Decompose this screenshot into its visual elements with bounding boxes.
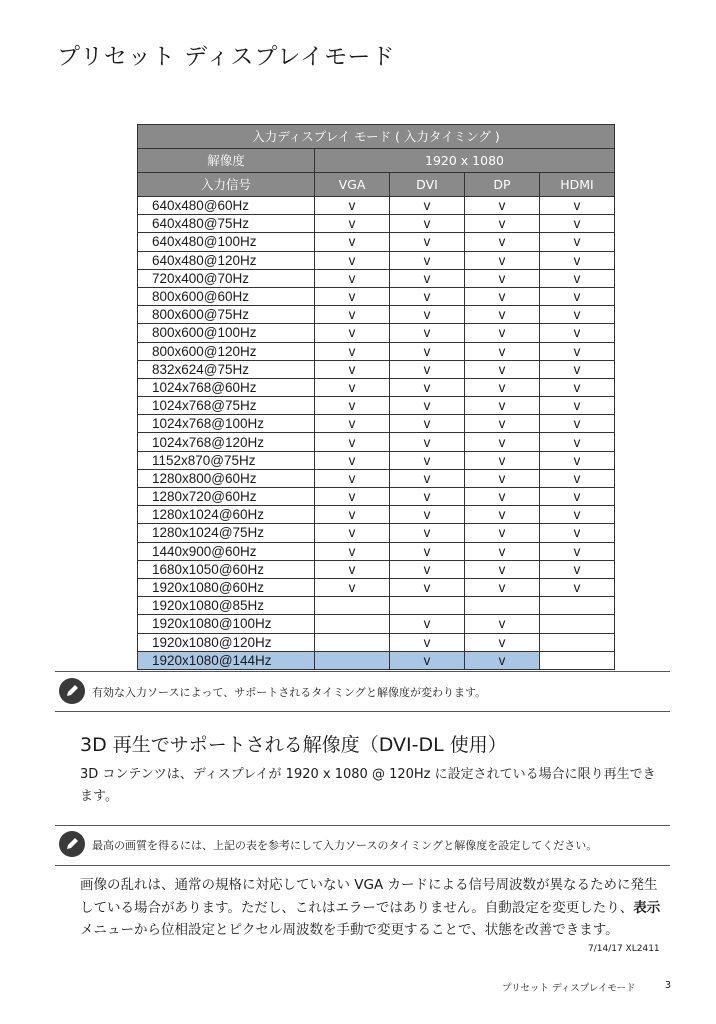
table-row xyxy=(138,578,615,596)
table-row xyxy=(138,524,615,542)
table-row xyxy=(138,324,615,342)
support-mark-cell xyxy=(315,615,390,633)
input-signal-cell: 1280x1024@60Hz xyxy=(138,506,315,524)
page-number: 3 xyxy=(665,980,672,991)
support-mark-cell: v xyxy=(540,342,615,360)
support-mark-cell: v xyxy=(540,306,615,324)
support-mark-cell: v xyxy=(390,287,465,305)
body-text-bold: 表示 xyxy=(633,899,661,916)
table-row xyxy=(138,451,615,469)
table-main-header: 入力ディスプレイ モード ( 入力タイミング ) xyxy=(138,125,615,149)
support-mark-cell: v xyxy=(390,506,465,524)
support-mark-cell: v xyxy=(390,560,465,578)
support-mark-cell: v xyxy=(465,251,540,269)
input-signal-cell: 1024x768@75Hz xyxy=(138,397,315,415)
support-mark-cell: v xyxy=(315,251,390,269)
support-mark-cell: v xyxy=(315,451,390,469)
note-2-text: 最高の画質を得るには、上記の表を参考にして入力ソースのタイミングと解像度を設定してください。 xyxy=(92,839,598,852)
input-signal-cell: 1920x1080@144Hz xyxy=(138,651,315,669)
table-row xyxy=(138,651,615,669)
support-mark-cell: v xyxy=(315,360,390,378)
support-mark-cell: v xyxy=(540,233,615,251)
support-mark-cell: v xyxy=(315,287,390,305)
support-mark-cell: v xyxy=(390,306,465,324)
table-row xyxy=(138,433,615,451)
support-mark-cell: v xyxy=(540,287,615,305)
table-row xyxy=(138,560,615,578)
support-mark-cell: v xyxy=(465,578,540,596)
support-mark-cell: v xyxy=(390,360,465,378)
support-mark-cell xyxy=(315,633,390,651)
support-mark-cell: v xyxy=(465,287,540,305)
section-text: 3D コンテンツは、ディスプレイが 1920 x 1080 @ 120Hz に設定されている場合に限り再生できます。 xyxy=(80,767,656,804)
date-code: 7/14/17 XL2411 xyxy=(588,944,660,954)
support-mark-cell: v xyxy=(315,233,390,251)
table-row xyxy=(138,233,615,251)
support-mark-cell: v xyxy=(465,415,540,433)
body-paragraph xyxy=(80,874,665,942)
note-1 xyxy=(59,678,671,706)
pencil-icon xyxy=(59,678,85,704)
support-mark-cell: v xyxy=(465,397,540,415)
support-mark-cell: v xyxy=(315,542,390,560)
support-mark-cell: v xyxy=(390,488,465,506)
support-mark-cell: v xyxy=(390,251,465,269)
input-signal-cell: 1680x1050@60Hz xyxy=(138,560,315,578)
column-header-dvi: DVI xyxy=(390,173,465,197)
support-mark-cell: v xyxy=(465,506,540,524)
support-mark-cell: v xyxy=(315,469,390,487)
table-row xyxy=(138,306,615,324)
support-mark-cell: v xyxy=(465,542,540,560)
table-row xyxy=(138,360,615,378)
support-mark-cell: v xyxy=(465,360,540,378)
input-signal-cell: 1280x720@60Hz xyxy=(138,488,315,506)
support-mark-cell: v xyxy=(390,524,465,542)
support-mark-cell xyxy=(465,597,540,615)
support-mark-cell: v xyxy=(390,324,465,342)
support-mark-cell: v xyxy=(315,342,390,360)
support-mark-cell: v xyxy=(465,215,540,233)
table-row xyxy=(138,469,615,487)
column-header-dp: DP xyxy=(465,173,540,197)
support-mark-cell: v xyxy=(465,378,540,396)
section-heading: 3D 再生でサポートされる解像度（DVI-DL 使用） xyxy=(80,734,507,756)
support-mark-cell xyxy=(390,597,465,615)
body-text-1: 画像の乱れは、通常の規格に対応していない VGA カードによる信号周波数が異なるために発生している場合があります。ただし、これはエラーではありません。自動設定を変更したり、 xyxy=(80,877,658,916)
input-signal-cell: 640x480@60Hz xyxy=(138,197,315,215)
support-mark-cell: v xyxy=(465,324,540,342)
input-signal-cell: 1152x870@75Hz xyxy=(138,451,315,469)
input-signal-cell: 1280x800@60Hz xyxy=(138,469,315,487)
note-2 xyxy=(59,831,671,859)
support-mark-cell: v xyxy=(540,197,615,215)
support-mark-cell xyxy=(540,615,615,633)
support-mark-cell: v xyxy=(390,633,465,651)
input-signal-label: 入力信号 xyxy=(138,173,315,197)
resolution-label: 解像度 xyxy=(138,149,315,173)
support-mark-cell: v xyxy=(465,633,540,651)
table-row xyxy=(138,215,615,233)
table-row xyxy=(138,506,615,524)
support-mark-cell: v xyxy=(390,433,465,451)
support-mark-cell: v xyxy=(465,651,540,669)
support-mark-cell: v xyxy=(540,560,615,578)
support-mark-cell xyxy=(540,633,615,651)
input-signal-cell: 1024x768@100Hz xyxy=(138,415,315,433)
table-row xyxy=(138,615,615,633)
support-mark-cell: v xyxy=(315,506,390,524)
pencil-icon xyxy=(59,831,85,857)
support-mark-cell: v xyxy=(390,378,465,396)
input-signal-cell: 1920x1080@120Hz xyxy=(138,633,315,651)
input-signal-cell: 1920x1080@85Hz xyxy=(138,597,315,615)
body-text-2: メニューから位相設定とピクセル周波数を手動で変更することで、状態を改善できます。 xyxy=(80,922,619,938)
support-mark-cell: v xyxy=(540,215,615,233)
support-mark-cell: v xyxy=(315,306,390,324)
support-mark-cell: v xyxy=(465,233,540,251)
divider xyxy=(55,825,670,826)
support-mark-cell: v xyxy=(390,215,465,233)
support-mark-cell: v xyxy=(540,397,615,415)
table-row xyxy=(138,488,615,506)
display-mode-table xyxy=(137,124,615,670)
support-mark-cell xyxy=(315,597,390,615)
table-row xyxy=(138,197,615,215)
support-mark-cell: v xyxy=(465,615,540,633)
support-mark-cell: v xyxy=(540,506,615,524)
input-signal-cell: 1440x900@60Hz xyxy=(138,542,315,560)
support-mark-cell: v xyxy=(390,451,465,469)
support-mark-cell: v xyxy=(465,469,540,487)
support-mark-cell: v xyxy=(390,578,465,596)
support-mark-cell: v xyxy=(540,360,615,378)
divider xyxy=(55,711,670,712)
support-mark-cell xyxy=(315,651,390,669)
input-signal-cell: 720x400@70Hz xyxy=(138,269,315,287)
divider xyxy=(55,671,670,672)
support-mark-cell: v xyxy=(315,560,390,578)
support-mark-cell: v xyxy=(390,542,465,560)
input-signal-cell: 1920x1080@60Hz xyxy=(138,578,315,596)
resolution-value: 1920 x 1080 xyxy=(315,149,615,173)
input-signal-cell: 640x480@75Hz xyxy=(138,215,315,233)
support-mark-cell: v xyxy=(465,451,540,469)
support-mark-cell: v xyxy=(465,488,540,506)
support-mark-cell: v xyxy=(390,233,465,251)
support-mark-cell: v xyxy=(465,560,540,578)
support-mark-cell: v xyxy=(540,378,615,396)
support-mark-cell xyxy=(540,651,615,669)
table-row xyxy=(138,542,615,560)
input-signal-cell: 1920x1080@100Hz xyxy=(138,615,315,633)
divider xyxy=(55,865,670,866)
input-signal-cell: 640x480@120Hz xyxy=(138,251,315,269)
input-signal-cell: 832x624@75Hz xyxy=(138,360,315,378)
support-mark-cell: v xyxy=(465,197,540,215)
input-signal-cell: 800x600@75Hz xyxy=(138,306,315,324)
footer-label: プリセット ディスプレイモード xyxy=(502,983,636,994)
support-mark-cell: v xyxy=(540,542,615,560)
support-mark-cell: v xyxy=(540,415,615,433)
support-mark-cell: v xyxy=(315,197,390,215)
column-header-vga: VGA xyxy=(315,173,390,197)
input-signal-cell: 800x600@120Hz xyxy=(138,342,315,360)
input-signal-cell: 1024x768@120Hz xyxy=(138,433,315,451)
support-mark-cell: v xyxy=(390,651,465,669)
support-mark-cell: v xyxy=(390,269,465,287)
input-signal-cell: 640x480@100Hz xyxy=(138,233,315,251)
support-mark-cell: v xyxy=(390,397,465,415)
support-mark-cell: v xyxy=(315,578,390,596)
support-mark-cell: v xyxy=(540,524,615,542)
table-row xyxy=(138,378,615,396)
support-mark-cell xyxy=(540,597,615,615)
support-mark-cell: v xyxy=(315,433,390,451)
support-mark-cell: v xyxy=(390,415,465,433)
input-signal-cell: 800x600@100Hz xyxy=(138,324,315,342)
support-mark-cell: v xyxy=(540,251,615,269)
support-mark-cell: v xyxy=(315,524,390,542)
table-row xyxy=(138,342,615,360)
table-row xyxy=(138,397,615,415)
table-row xyxy=(138,415,615,433)
support-mark-cell: v xyxy=(390,615,465,633)
support-mark-cell: v xyxy=(540,433,615,451)
support-mark-cell: v xyxy=(315,324,390,342)
support-mark-cell: v xyxy=(315,378,390,396)
support-mark-cell: v xyxy=(390,469,465,487)
support-mark-cell: v xyxy=(315,488,390,506)
page-title: プリセット ディスプレイモード xyxy=(57,44,396,70)
support-mark-cell: v xyxy=(465,342,540,360)
support-mark-cell: v xyxy=(315,397,390,415)
support-mark-cell: v xyxy=(540,578,615,596)
input-signal-cell: 800x600@60Hz xyxy=(138,287,315,305)
input-signal-cell: 1280x1024@75Hz xyxy=(138,524,315,542)
support-mark-cell: v xyxy=(315,415,390,433)
input-signal-cell: 1024x768@60Hz xyxy=(138,378,315,396)
note-1-text: 有効な入力ソースによって、サポートされるタイミングと解像度が変わります。 xyxy=(92,686,487,699)
support-mark-cell: v xyxy=(465,524,540,542)
support-mark-cell: v xyxy=(540,469,615,487)
table-row xyxy=(138,633,615,651)
column-header-hdmi: HDMI xyxy=(540,173,615,197)
support-mark-cell: v xyxy=(465,306,540,324)
support-mark-cell: v xyxy=(465,269,540,287)
support-mark-cell: v xyxy=(315,269,390,287)
support-mark-cell: v xyxy=(540,451,615,469)
table-row xyxy=(138,287,615,305)
table-row xyxy=(138,597,615,615)
support-mark-cell: v xyxy=(390,197,465,215)
table-row xyxy=(138,269,615,287)
support-mark-cell: v xyxy=(390,342,465,360)
support-mark-cell: v xyxy=(540,324,615,342)
table-row xyxy=(138,251,615,269)
support-mark-cell: v xyxy=(540,488,615,506)
support-mark-cell: v xyxy=(315,215,390,233)
support-mark-cell: v xyxy=(540,269,615,287)
support-mark-cell: v xyxy=(465,433,540,451)
